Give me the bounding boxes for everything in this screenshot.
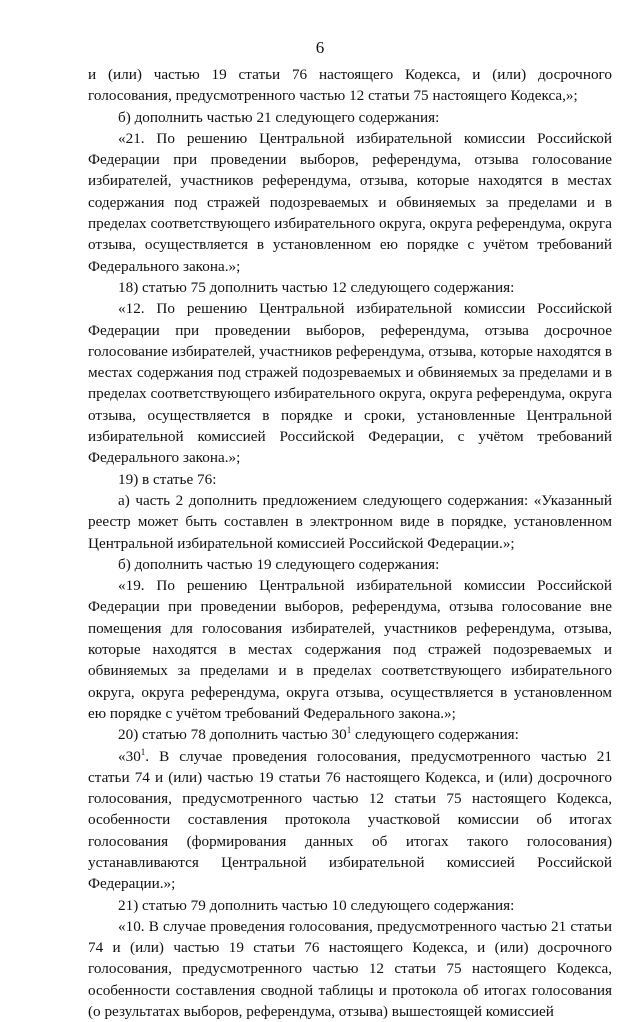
paragraph-part-19: «19. По решению Центральной избирательной комиссии Российской Федерации при проведении выборов, референдума, отзыва голосование вне помещения для голосования избирателей, участников референдума, отзыва, которые находятся в местах содержания под стражей подозреваемых и обвиняемых за пределами и в пределах соответствующего избирательного округа, округа референдума, округа отзыва, осуществляется в установленном ею порядке с учётом требований Федерального закона.»;: [88, 577, 612, 722]
part-30-1-superscript: 1: [140, 746, 146, 757]
part-30-1-text-before: «30: [118, 747, 141, 765]
paragraph-part-21: «21. По решению Центральной избирательной комиссии Российской Федерации при проведении выборов, референдума, отзыва голосование избирателей, участников референдума, отзыва, которые находятся в местах содержания под стражей подозреваемых и обвиняемых за пределами и в пределах соответствующего избирательного округа, округа референдума, округа отзыва, осуществляется в установленном ею порядке с учётом требований Федерального закона.»;: [88, 129, 612, 275]
paragraph-continuation: и (или) частью 19 статьи 76 настоящего Кодекса, и (или) досрочного голосования, предусмотренного частью 12 статьи 75 настоящего Кодекса,»;: [88, 66, 612, 105]
part-30-1-text-after: . В случае проведения голосования, предусмотренного частью 21 статьи 74 и (или) частью 19 статьи 76 настоящего Кодекса, и (или) досрочного голосования, предусмотренного частью 12 статьи 75 настоящего Кодекса, особенности составления протокола участковой комиссии об итогах голосования (формирования данных об итогах такого голосования) устанавливаются Центральной избирательной комиссией Российской Федерации.»;: [88, 747, 612, 893]
paragraph-part-10: «10. В случае проведения голосования, предусмотренного частью 21 статьи 74 и (или) частью 19 статьи 76 настоящего Кодекса, и (или) досрочного голосования, предусмотренного частью 12 статьи 75 настоящего Кодекса, особенности составления сводной таблицы и протокола об итогах голосования (о результатах выборов, референдума, отзыва) вышестоящей комиссией: [88, 917, 612, 1021]
paragraph-item-b-21: б) дополнить частью 21 следующего содержания:: [118, 108, 440, 126]
paragraph-item-b-19: б) дополнить частью 19 следующего содержания:: [118, 555, 440, 573]
item-20-text-before: 20) статью 78 дополнить частью 30: [118, 726, 347, 744]
document-body: [88, 64, 612, 1022]
paragraph-item-18: 18) статью 75 дополнить частью 12 следующего содержания:: [118, 278, 515, 296]
paragraph-item-19: 19) в статье 76:: [118, 470, 217, 488]
paragraph-item-21: 21) статью 79 дополнить частью 10 следующего содержания:: [118, 896, 515, 914]
item-20-superscript: 1: [346, 725, 352, 736]
paragraph-item-20: [88, 724, 612, 745]
paragraph-part-30-1: [88, 746, 612, 895]
paragraph-part-12: «12. По решению Центральной избирательной комиссии Российской Федерации при проведении выборов, референдума, отзыва досрочное голосование избирателей, участников референдума, отзыва, которые находятся в местах содержания под стражей подозреваемых и обвиняемых за пределами и в пределах соответствующего избирательного округа, округа референдума, округа отзыва, осуществляется в порядке и сроки, установленные Центральной избирательной комиссией Российской Федерации, с учётом требований Федерального закона.»;: [88, 300, 612, 467]
paragraph-item-a: а) часть 2 дополнить предложением следующего содержания: «Указанный реестр может быть составлен в электронном виде в порядке, установленном Центральной избирательной комиссией Российской Федерации.»;: [88, 491, 612, 552]
page-number: 6: [315, 38, 325, 57]
item-20-text-after: следующего содержания:: [351, 726, 519, 744]
